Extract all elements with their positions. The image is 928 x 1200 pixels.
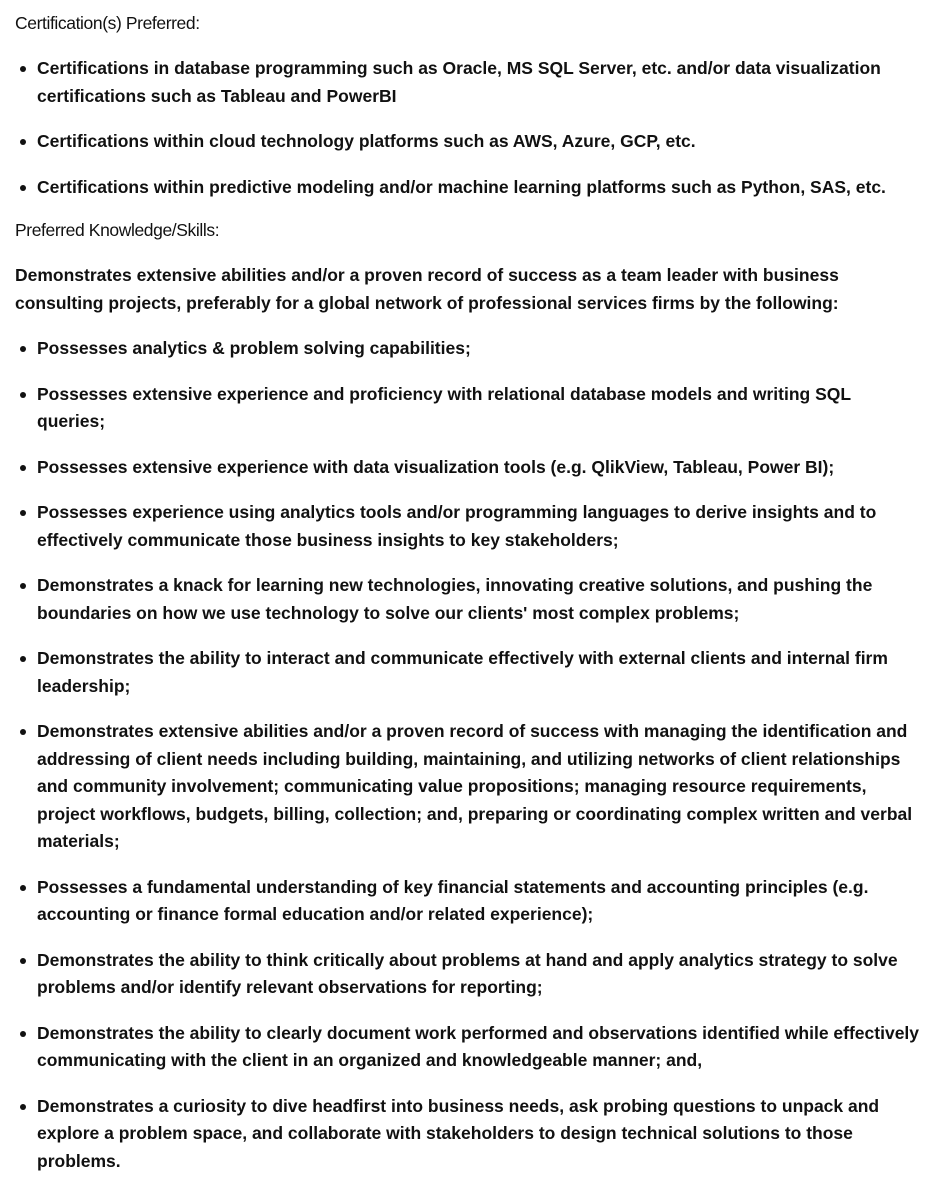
list-item: Possesses experience using analytics tools and/or programming languages to derive insights and to effectively communicate those business insights to key stakeholders; bbox=[15, 499, 924, 554]
list-item: Certifications in database programming such as Oracle, MS SQL Server, etc. and/or data visualization certifications such as Tableau and PowerBI bbox=[15, 55, 922, 110]
list-item: Possesses extensive experience and proficiency with relational database models and writing SQL queries; bbox=[15, 381, 924, 436]
list-item: Demonstrates the ability to think critically about problems at hand and apply analytics strategy to solve problems and/or identify relevant observations for reporting; bbox=[15, 947, 924, 1002]
list-item: Demonstrates a curiosity to dive headfirst into business needs, ask probing questions to unpack and explore a problem space, and collaborate with stakeholders to design technical solutions to those problems. bbox=[15, 1093, 924, 1176]
certifications-heading: Certification(s) Preferred: bbox=[15, 13, 200, 33]
skills-list bbox=[15, 335, 928, 1175]
job-description-document bbox=[15, 10, 928, 1175]
list-item: Certifications within predictive modeling and/or machine learning platforms such as Python, SAS, etc. bbox=[15, 174, 922, 202]
certifications-list bbox=[15, 55, 928, 201]
skills-heading: Preferred Knowledge/Skills: bbox=[15, 220, 220, 240]
list-item: Demonstrates extensive abilities and/or a proven record of success with managing the identification and addressing of client needs including building, maintaining, and utilizing networks of client relationships and community involvement; communicating value propositions; managing resource requirements, project workflows, budgets, billing, collection; and, preparing or coordinating complex written and verbal materials; bbox=[15, 718, 924, 856]
list-item: Possesses extensive experience with data visualization tools (e.g. QlikView, Tableau, Power BI); bbox=[15, 454, 924, 482]
skills-intro: Demonstrates extensive abilities and/or a proven record of success as a team leader with business consulting projects, preferably for a global network of professional services firms by the following: bbox=[15, 265, 839, 313]
list-item: Demonstrates the ability to interact and communicate effectively with external clients and internal firm leadership; bbox=[15, 645, 924, 700]
list-item: Demonstrates a knack for learning new technologies, innovating creative solutions, and pushing the boundaries on how we use technology to solve our clients' most complex problems; bbox=[15, 572, 924, 627]
list-item: Demonstrates the ability to clearly document work performed and observations identified while effectively communicating with the client in an organized and knowledgeable manner; and, bbox=[15, 1020, 924, 1075]
list-item: Possesses analytics & problem solving capabilities; bbox=[15, 335, 924, 363]
list-item: Possesses a fundamental understanding of key financial statements and accounting principles (e.g. accounting or finance formal education and/or related experience); bbox=[15, 874, 924, 929]
list-item: Certifications within cloud technology platforms such as AWS, Azure, GCP, etc. bbox=[15, 128, 922, 156]
